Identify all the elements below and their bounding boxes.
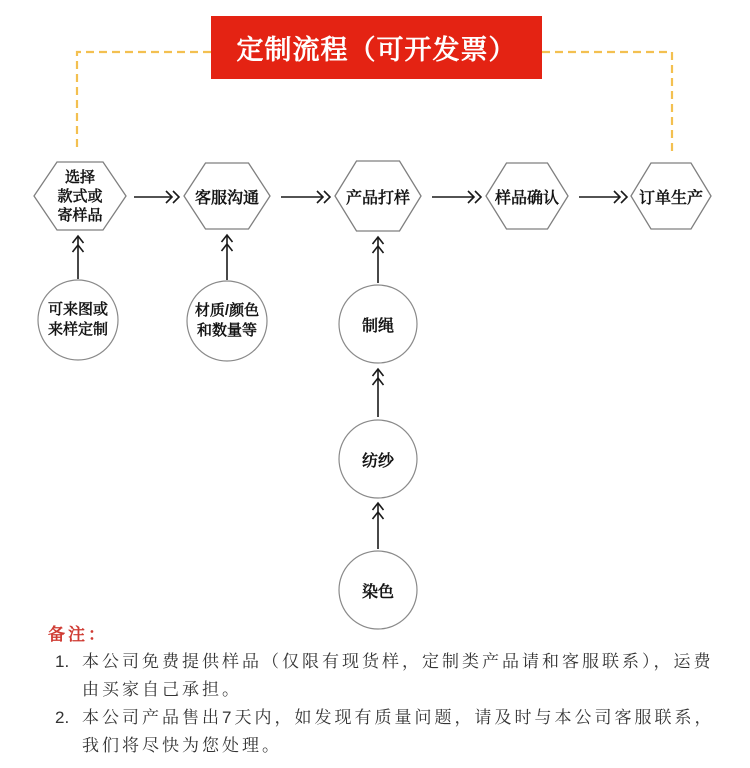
dashed-connector-left [77,52,211,149]
arrow-step4-step5 [579,191,627,203]
banner-title: 定制流程（可开发票） [211,16,542,79]
step-sample-confirm [486,163,568,229]
step-order-production [631,163,711,229]
note-body [82,648,714,704]
arrow-step2-step3 [281,191,330,203]
note-number: 2. [55,708,70,727]
input-custom-design [38,280,118,360]
step-label-line: 寄样品 [57,206,103,224]
input-label-line: 材质/颜色 [194,302,260,319]
step-label-line: 样品确认 [494,189,559,207]
arrow-spinning-to-rope [373,369,384,417]
input-label-line: 可来图或 [47,301,108,318]
input-label-line: 来样定制 [47,321,108,338]
note-item [55,648,745,704]
step-label-line: 订单生产 [638,189,703,207]
input-label-line: 制绳 [361,317,394,335]
arrow-rope-to-step3 [373,237,384,283]
note-line: 我们将尽快为您处理。 [82,736,282,755]
arrow-material-to-step2 [222,235,233,280]
arrow-design-to-step1 [73,236,84,279]
note-number: 1. [55,652,70,671]
note-line: 本公司免费提供样品（仅限有现货样，定制类产品请和客服联系），运费 [82,652,714,671]
notes-list [55,648,745,760]
note-body [82,704,714,760]
note-item [55,704,745,760]
step-customer-service [184,163,270,229]
arrow-step1-step2 [134,191,179,203]
input-material-quantity [187,281,267,361]
step-label-line: 产品打样 [345,189,410,207]
step-product-sampling [335,161,421,231]
input-label-line: 纺纱 [361,452,394,470]
arrow-step3-step4 [432,191,481,203]
note-line: 由买家自己承担。 [82,680,242,699]
node-dyeing [339,551,417,629]
input-label-line: 染色 [361,583,394,601]
input-label-line: 和数量等 [196,322,257,339]
note-line: 本公司产品售出7天内，如发现有质量问题，请及时与本公司客服联系， [82,708,715,727]
step-label-line: 款式或 [57,187,103,205]
dashed-connector-right [542,52,672,151]
node-rope-making [339,285,417,363]
notes-heading: 备注： [48,625,108,644]
step-label-line: 客服沟通 [194,189,259,207]
step-select-style [34,162,126,230]
arrow-dyeing-to-spinning [373,503,384,549]
node-spinning [339,420,417,498]
step-label-line: 选择 [64,168,95,186]
